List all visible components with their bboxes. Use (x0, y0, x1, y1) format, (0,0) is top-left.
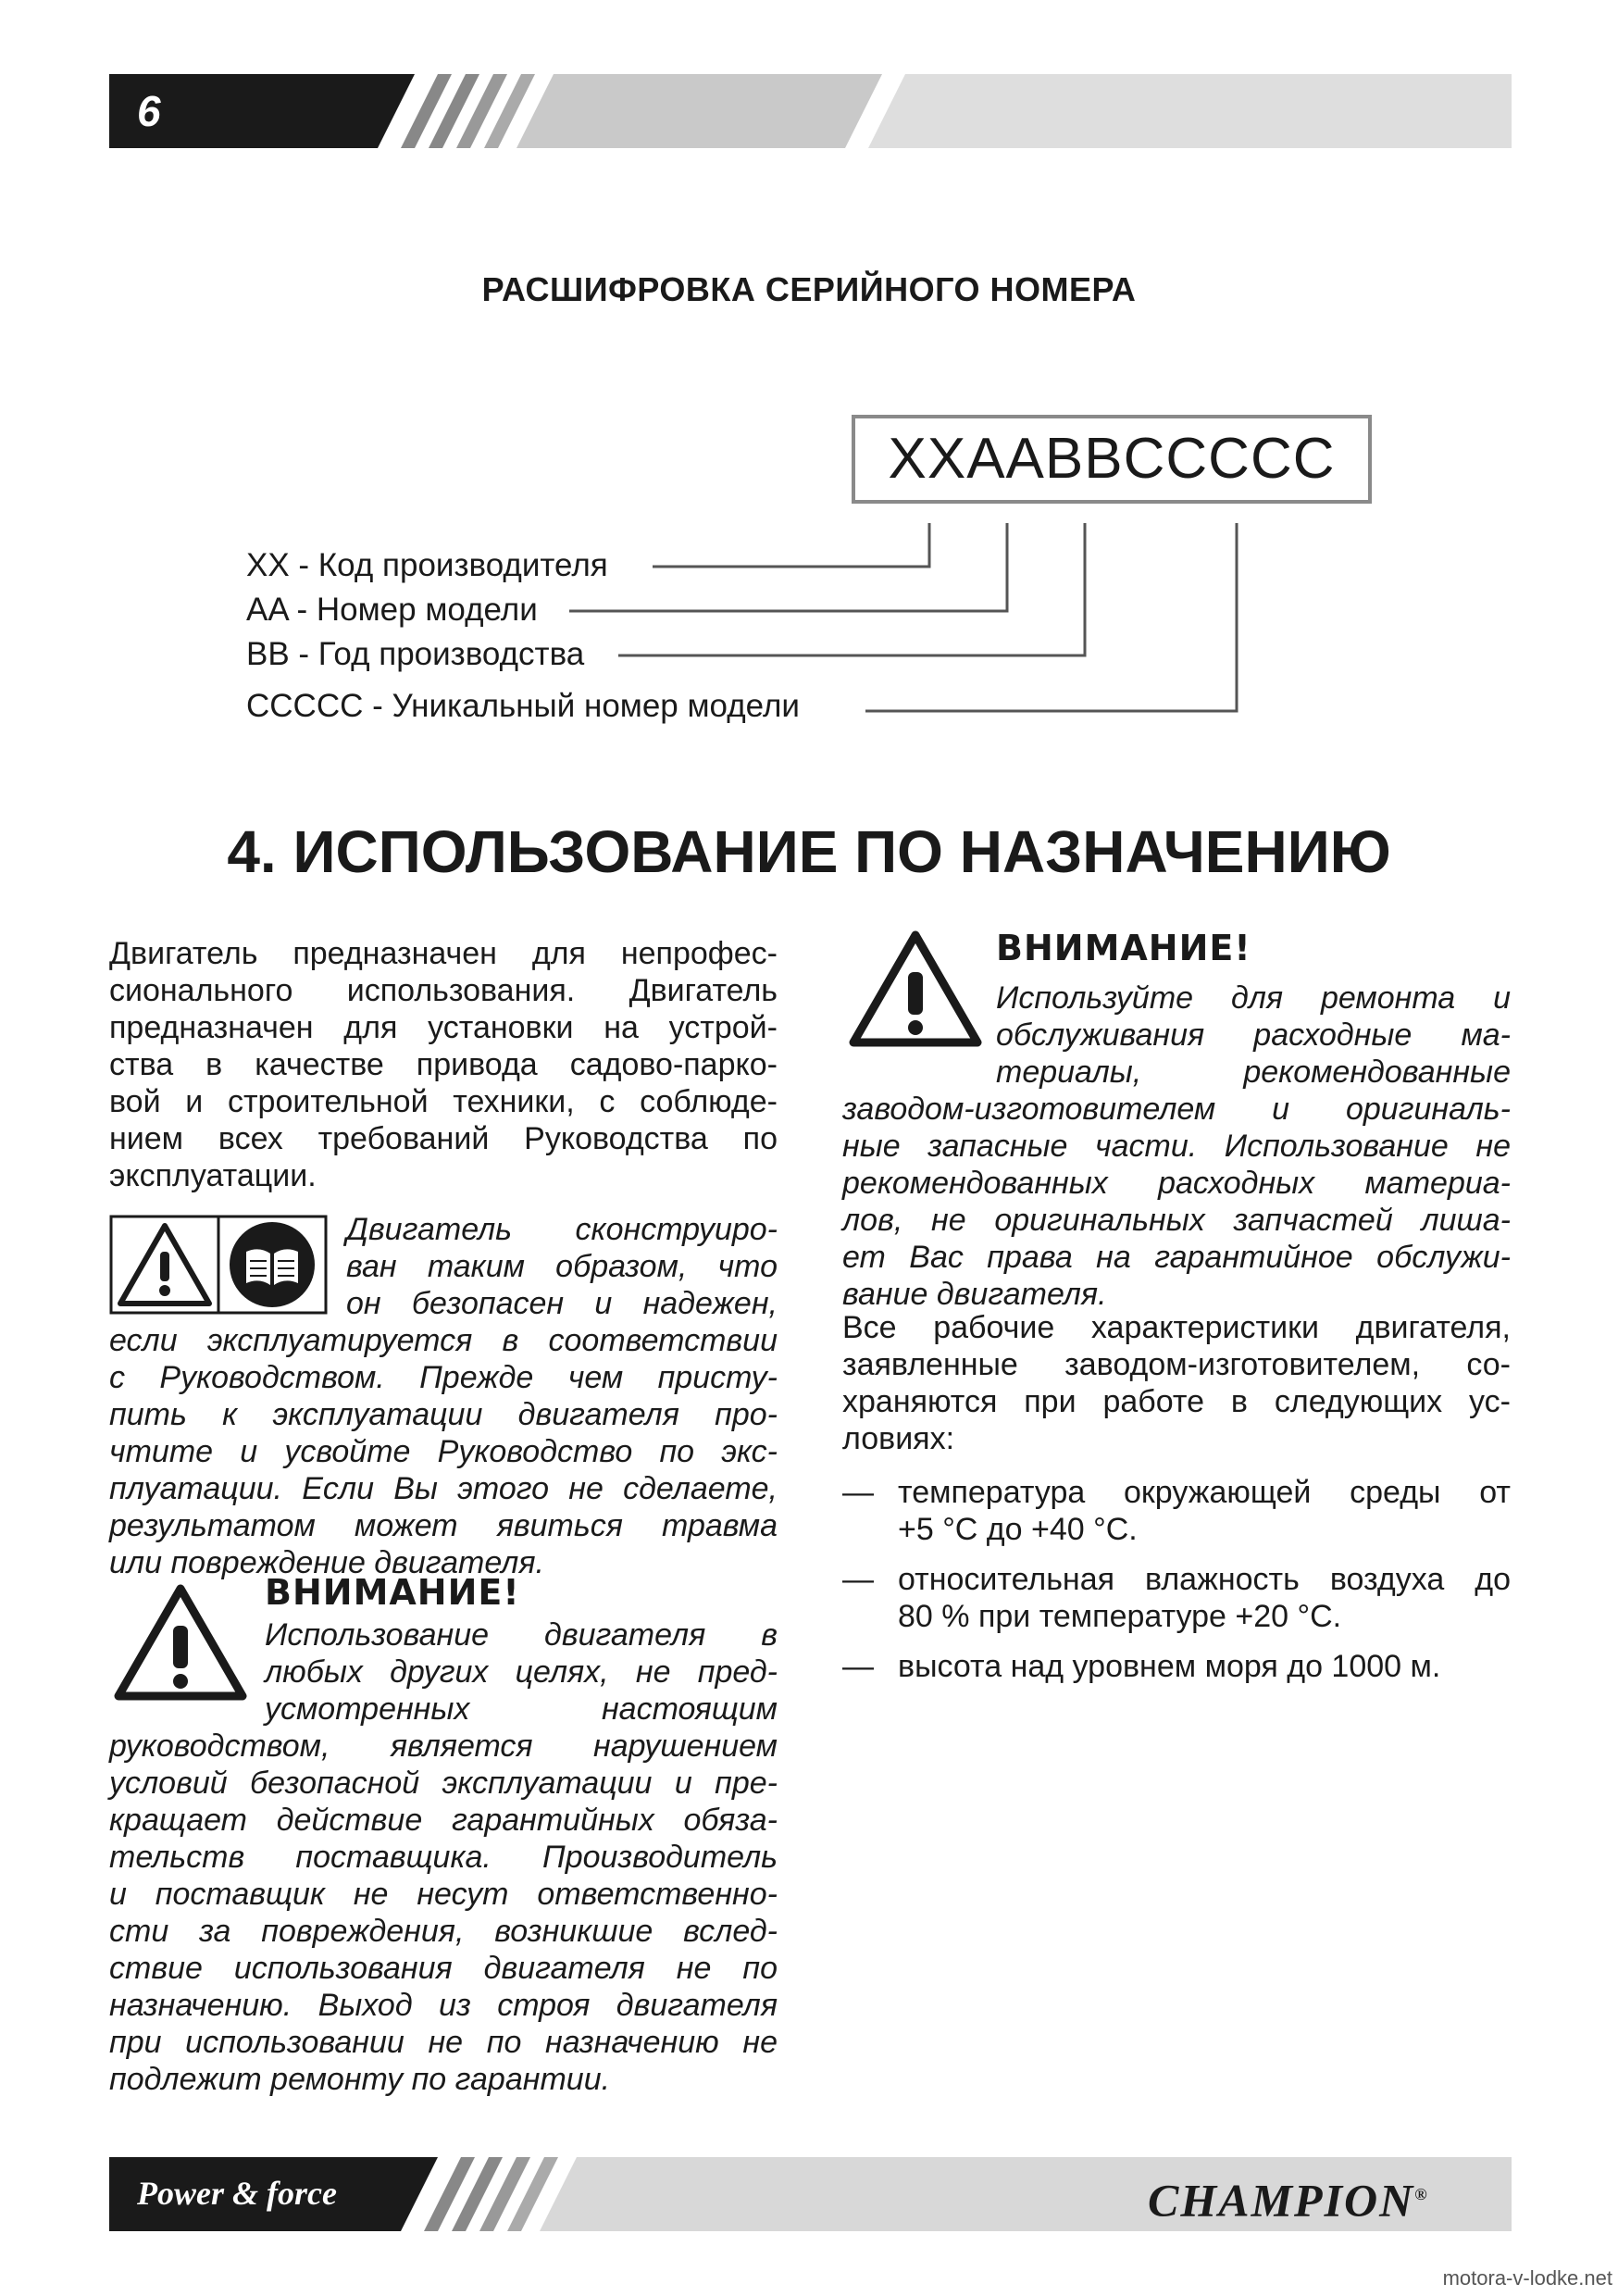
warning-text (109, 1728, 778, 2098)
text-line: при использовании не по назначению не (109, 2025, 778, 2060)
text-line: эксплуатации. (109, 1158, 317, 1193)
text-line: условий безопасной эксплуатации и пре- (109, 1766, 778, 1801)
serial-code-box: XXAABBCCCCC (852, 415, 1372, 504)
text-line: сионального использования. Двигатель (109, 973, 778, 1008)
conditions-paragraph (842, 1309, 1511, 1457)
text-line: назначению. Выход из строя двигателя (109, 1988, 778, 2023)
warning-title: ВНИМАНИЕ! (265, 1572, 520, 1613)
text-line: Все рабочие характеристики двигателя, (842, 1310, 1511, 1345)
section-title: 4. ИСПОЛЬЗОВАНИЕ ПО НАЗНАЧЕНИЮ (227, 818, 1391, 885)
text-line: ловиях: (842, 1421, 955, 1456)
text-line: результатом может явиться травма (109, 1508, 778, 1543)
text-line: заявленные заводом-изготовителем, со- (842, 1347, 1511, 1382)
bullet-dash: — (842, 1562, 874, 1597)
text-line: он безопасен и надежен, (346, 1286, 778, 1321)
text-line: териалы, рекомендованные (996, 1054, 1511, 1090)
text-line: относительная влажность воздуха до (898, 1562, 1511, 1597)
text-line: высота над уровнем моря до 1000 м. (898, 1649, 1441, 1684)
warning-title: ВНИМАНИЕ! (996, 928, 1251, 968)
text-line: +5 °C до +40 °C. (898, 1512, 1138, 1547)
serial-title: РАСШИФРОВКА СЕРИЙНОГО НОМЕРА (481, 270, 1137, 308)
text-line: и поставщик не несут ответственно- (109, 1877, 778, 1912)
watermark: motora-v-lodke.net (1442, 2266, 1612, 2290)
warning-text-short (265, 1616, 778, 1728)
warning-triangle-icon (111, 1581, 250, 1703)
legend-year: BB - Год производства (246, 636, 585, 672)
warning-triangle-icon (846, 928, 985, 1050)
text-line: ет Вас права на гарантийное обслужи- (842, 1240, 1511, 1275)
text-line: с Руководством. Прежде чем присту- (109, 1360, 778, 1395)
text-line: храняются при работе в следующих ус- (842, 1384, 1511, 1419)
notice-text-short (346, 1211, 778, 1322)
notice-text (109, 1322, 778, 1581)
safety-icons-box (109, 1215, 328, 1315)
text-line: обслуживания расходные ма- (996, 1017, 1511, 1053)
text-line: пить к эксплуатации двигателя про- (109, 1397, 778, 1432)
condition-item-temperature (842, 1474, 1511, 1548)
text-line: Используйте для ремонта и (996, 980, 1511, 1016)
serial-leader-lines (0, 0, 1618, 759)
warning-text-short (996, 980, 1511, 1091)
condition-item-humidity (842, 1561, 1511, 1635)
condition-item-altitude (842, 1648, 1511, 1685)
text-line: нием всех требований Руководства по (109, 1121, 778, 1156)
text-line: ван таким образом, что (346, 1249, 778, 1284)
text-line: руководством, является нарушением (109, 1728, 778, 1764)
bullet-dash: — (842, 1475, 874, 1510)
text-line: подлежит ремонту по гарантии. (109, 2062, 611, 2097)
text-line: ствие использования двигателя не по (109, 1951, 778, 1986)
text-line: плуатации. Если Вы этого не сделаете, (109, 1471, 778, 1506)
intro-paragraph (109, 935, 778, 1194)
text-line: Двигатель предназначен для непрофес- (109, 936, 778, 971)
registered-mark: ® (1414, 2185, 1429, 2203)
text-line: вание двигателя. (842, 1277, 1107, 1312)
text-line: или повреждение двигателя. (109, 1545, 544, 1580)
text-line: вой и строительной техники, с соблюде- (109, 1084, 778, 1119)
legend-model: AA - Номер модели (246, 592, 538, 628)
text-line: любых других целях, не пред- (265, 1654, 778, 1690)
text-line: 80 % при температуре +20 °C. (898, 1599, 1342, 1634)
champion-logo (1148, 2166, 1429, 2228)
text-line: если эксплуатируется в соответствии (109, 1323, 778, 1358)
text-line: ные запасные части. Использование не (842, 1129, 1511, 1164)
legend-manufacturer: XX - Код производителя (246, 547, 608, 583)
text-line: Использование двигателя в (265, 1617, 778, 1653)
legend-unique: CCCCC - Уникальный номер модели (246, 688, 800, 724)
text-line: ства в качестве привода садово-парко- (109, 1047, 778, 1082)
text-line: температура окружающей среды от (898, 1475, 1511, 1510)
text-line: усмотренных настоящим (265, 1691, 778, 1727)
text-line: тельств поставщика. Производитель (109, 1840, 778, 1875)
text-line: заводом-изготовителем и оригиналь- (842, 1092, 1511, 1127)
read-manual-icon (230, 1222, 315, 1307)
text-line: Двигатель сконструиро- (346, 1212, 778, 1247)
text-line: лов, не оригинальных запчастей лиша- (842, 1203, 1511, 1238)
logo-text: CHAMPION (1148, 2174, 1415, 2227)
bullet-dash: — (842, 1649, 874, 1684)
footer-slogan: Power & force (137, 2175, 337, 2212)
text-line: кращает действие гарантийных обяза- (109, 1803, 778, 1838)
text-line: сти за повреждения, возникшие вслед- (109, 1914, 778, 1949)
text-line: чтите и усвойте Руководство по экс- (109, 1434, 778, 1469)
text-line: рекомендованных расходных материа- (842, 1166, 1511, 1201)
warning-text (842, 1091, 1511, 1313)
page-number: 6 (137, 87, 161, 135)
text-line: предназначен для установки на устрой- (109, 1010, 778, 1045)
